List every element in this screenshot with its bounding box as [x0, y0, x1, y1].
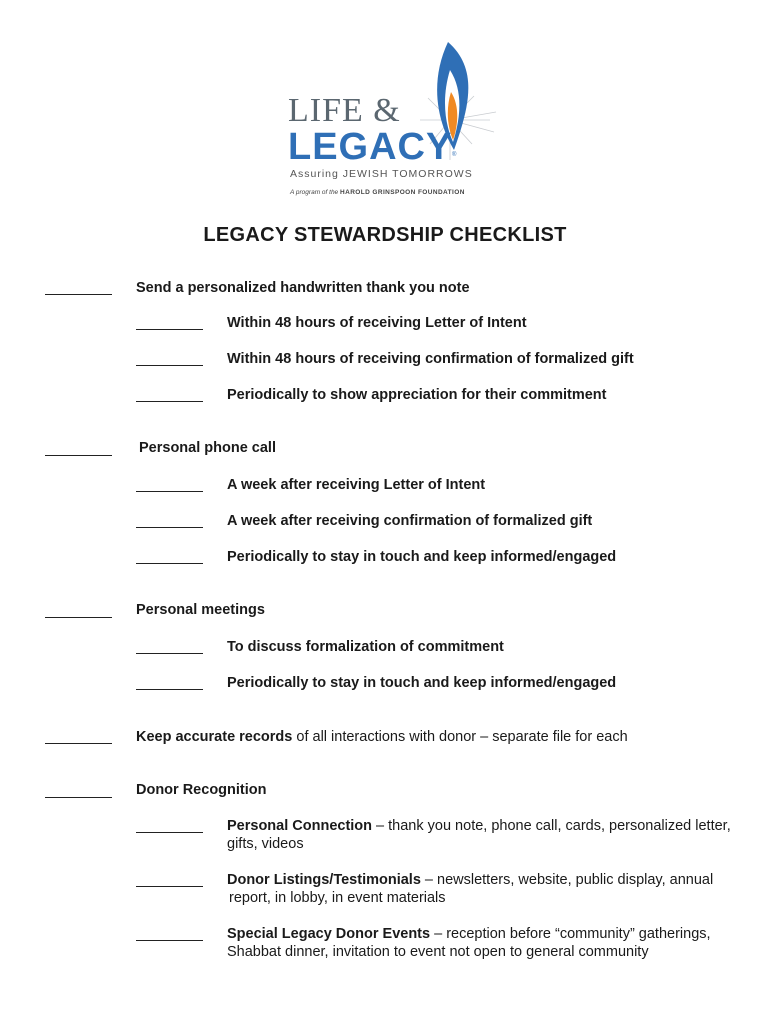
checkbox-blank[interactable]: [136, 401, 203, 402]
checklist-subitem-continuation: Shabbat dinner, invitation to event not open to general community: [227, 944, 649, 960]
checkbox-blank[interactable]: [136, 563, 203, 564]
checklist-subitem: Donor Listings/Testimonials – newsletters, website, public display, annual: [227, 872, 714, 888]
program-org: HAROLD GRINSPOON FOUNDATION: [340, 189, 465, 196]
checklist-subitem: A week after receiving confirmation of formalized gift: [227, 513, 593, 529]
checkbox-blank[interactable]: [45, 617, 112, 618]
checklist-subitem: Special Legacy Donor Events – reception before “community” gatherings,: [227, 926, 711, 942]
checkbox-blank[interactable]: [136, 886, 203, 887]
checkbox-blank[interactable]: [136, 365, 203, 366]
life-and-legacy-logo: [280, 40, 510, 205]
checklist-item: Personal meetings: [136, 602, 265, 618]
checkbox-blank[interactable]: [136, 689, 203, 690]
checklist-subitem: Periodically to show appreciation for their commitment: [227, 387, 607, 403]
logo-program-line: [290, 189, 465, 196]
checklist-subitem: Within 48 hours of receiving Letter of Intent: [227, 315, 527, 331]
checkbox-blank[interactable]: [136, 329, 203, 330]
checkbox-blank[interactable]: [45, 743, 112, 744]
checkbox-blank[interactable]: [136, 491, 203, 492]
checklist-subitem: Within 48 hours of receiving confirmation of formalized gift: [227, 351, 634, 367]
checklist-subitem: Personal Connection – thank you note, phone call, cards, personalized letter,: [227, 818, 731, 834]
checkbox-blank[interactable]: [136, 940, 203, 941]
checkbox-blank[interactable]: [136, 832, 203, 833]
checklist-item: Send a personalized handwritten thank you note: [136, 280, 470, 296]
logo-life-text: LIFE &: [288, 92, 401, 129]
checklist-item: Personal phone call: [139, 440, 276, 456]
checkbox-blank[interactable]: [45, 294, 112, 295]
checklist-subitem: Periodically to stay in touch and keep informed/engaged: [227, 675, 617, 691]
logo-legacy-text: LEGACY: [288, 126, 453, 168]
checklist-subitem: A week after receiving Letter of Intent: [227, 477, 486, 493]
page-title: LEGACY STEWARDSHIP CHECKLIST: [203, 224, 567, 246]
checklist-item: Keep accurate records of all interactions with donor – separate file for each: [136, 729, 628, 745]
program-prefix: A program of the: [290, 189, 339, 196]
checklist-subitem: Periodically to stay in touch and keep informed/engaged: [227, 549, 617, 565]
checkbox-blank[interactable]: [45, 797, 112, 798]
checkbox-blank[interactable]: [136, 653, 203, 654]
checklist-item: Donor Recognition: [136, 782, 267, 798]
logo-tagline: Assuring JEWISH TOMORROWS: [290, 168, 473, 180]
checkbox-blank[interactable]: [45, 455, 112, 456]
registered-mark: ®: [452, 152, 457, 158]
checkbox-blank[interactable]: [136, 527, 203, 528]
checklist-subitem: To discuss formalization of commitment: [227, 639, 504, 655]
checklist-subitem-continuation: gifts, videos: [227, 836, 304, 852]
checklist-subitem-continuation: report, in lobby, in event materials: [229, 890, 446, 906]
